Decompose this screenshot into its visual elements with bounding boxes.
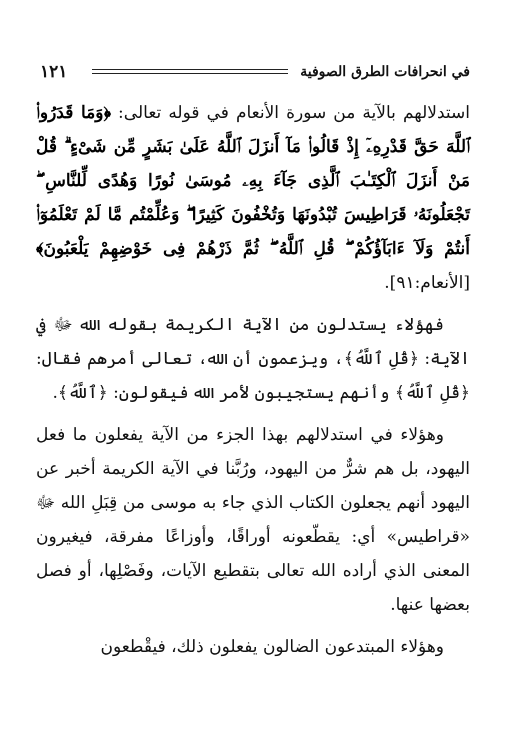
paragraph-3: وهؤلاء في استدلالهم بهذا الجزء من الآية يفعلون ما فعل اليهود، بل هم شرٌّ من اليهود، ورُبَّنا في الآية الكريمة أخبر عن اليهود أنهم يجعلون الكتاب الذي جاء به موسى من قِبَلِ الله ﷻ «قراطيس» أي: يقطّعونه أوراقًا، وأوزاعًا مفرقة، فيغيرون المعنى الذي أراده الله تعالى بتقطيع الآيات، وفَصْلِها، أو فصل بعضها عنها. xyxy=(36,425,470,615)
paragraph-4: وهؤلاء المبتدعون الضالون يفعلون ذلك، فيقْطعون xyxy=(100,637,444,657)
header-rule xyxy=(92,69,288,74)
page-body xyxy=(36,96,470,664)
paragraph-1 xyxy=(36,96,470,300)
page-header xyxy=(40,62,470,84)
paragraph-2: فهؤلاء يستدلون من الآية الكريمة بقوله الله ﷻ في الآية: ﴿قُلِ ٱللَّهُ﴾، ويزعمون أن الله، تعالى أمرهم فقال: ﴿قُلِ ٱللَّهُ﴾ وأنهم يستجيبون لأمر الله فيقولون: ﴿ٱللَّهُ﴾. xyxy=(36,315,470,403)
page-number: ١٢١ xyxy=(40,62,68,82)
quran-verse: ﴿وَمَا قَدَرُوا۟ ٱللَّهَ حَقَّ قَدْرِهِۦٓ إِذْ قَالُوا۟ مَآ أَنزَلَ ٱللَّهُ عَلَىٰ بَشَرٍ مِّن شَىْءٍ ۗ قُلْ مَنْ أَنزَلَ ٱلْكِتَـٰبَ ٱلَّذِى جَآءَ بِهِۦ مُوسَىٰ نُورًا وَهُدًى لِّلنَّاسِ ۖ تَجْعَلُونَهُۥ قَرَاطِيسَ تُبْدُونَهَا وَتُخْفُونَ كَثِيرًا ۖ وَعُلِّمْتُم مَّا لَمْ تَعْلَمُوٓا۟ أَنتُمْ وَلَآ ءَابَآؤُكُمْ ۖ قُلِ ٱللَّهُ ۖ ثُمَّ ذَرْهُمْ فِى خَوْضِهِمْ يَلْعَبُونَ﴾ xyxy=(36,103,470,259)
running-title: في انحرافات الطرق الصوفية xyxy=(300,64,470,80)
paragraph-1-intro: استدلالهم بالآية من سورة الأنعام في قوله تعالى: xyxy=(110,103,470,123)
verse-citation: [الأنعام:٩١]. xyxy=(384,273,470,293)
